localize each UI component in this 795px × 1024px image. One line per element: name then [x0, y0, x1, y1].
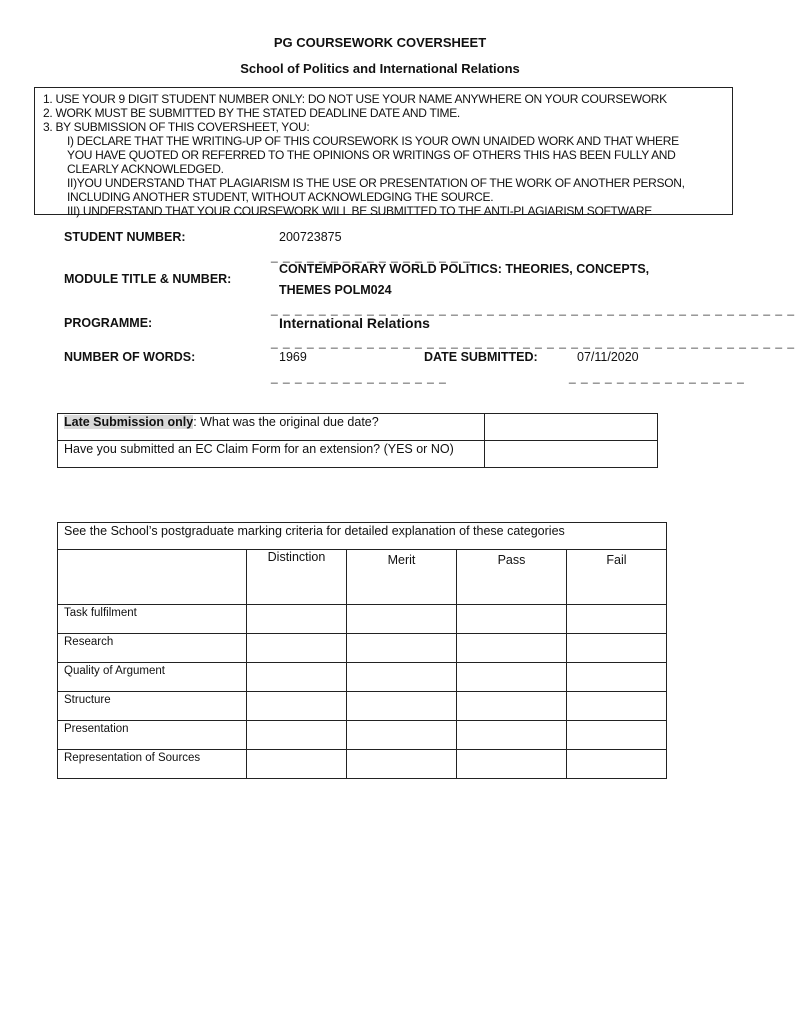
mark-cell[interactable]: [457, 605, 567, 634]
mark-cell[interactable]: [247, 634, 347, 663]
table-row: [58, 663, 667, 692]
marking-caption: See the School’s postgraduate marking criteria for detailed explanation of these categories: [58, 523, 667, 550]
declaration-1a: I) DECLARE THAT THE WRITING-UP OF THIS COURSEWORK IS YOUR OWN UNAIDED WORK AND THAT WHERE: [67, 134, 679, 148]
declaration-2a: II)YOU UNDERSTAND THAT PLAGIARISM IS THE USE OR PRESENTATION OF THE WORK OF ANOTHER PERSON,: [67, 176, 685, 190]
table-row: [58, 605, 667, 634]
table-row: [58, 523, 667, 550]
mark-cell[interactable]: [347, 605, 457, 634]
criterion-label: Quality of Argument: [58, 663, 247, 692]
mark-cell[interactable]: [457, 750, 567, 779]
late-submission-highlight: Late Submission only: [64, 415, 194, 429]
instruction-3: 3. BY SUBMISSION OF THIS COVERSHEET, YOU:: [43, 120, 310, 134]
late-question-cell: [58, 414, 485, 441]
declaration-2b: INCLUDING ANOTHER STUDENT, WITHOUT ACKNOWLEDGING THE SOURCE.: [67, 190, 494, 204]
table-row: [58, 750, 667, 779]
table-row: [58, 692, 667, 721]
module-label: MODULE TITLE & NUMBER:: [64, 272, 232, 286]
column-header: Merit: [347, 550, 457, 605]
page-title: PG COURSEWORK COVERSHEET: [273, 35, 487, 50]
mark-cell[interactable]: [247, 692, 347, 721]
mark-cell[interactable]: [247, 750, 347, 779]
mark-cell[interactable]: [247, 663, 347, 692]
late-question: : What was the original due date?: [193, 415, 379, 429]
words-underline: _ _ _ _ _ _ _ _ _ _ _ _ _ _ _: [271, 370, 447, 384]
column-header: Pass: [457, 550, 567, 605]
header-blank-cell: [58, 550, 247, 605]
criterion-label: Task fulfilment: [58, 605, 247, 634]
mark-cell[interactable]: [247, 605, 347, 634]
column-header: Distinction: [247, 550, 347, 605]
mark-cell[interactable]: [347, 692, 457, 721]
module-value-line1: CONTEMPORARY WORLD POLITICS: THEORIES, CONCEPTS,: [279, 262, 650, 276]
instruction-2: 2. WORK MUST BE SUBMITTED BY THE STATED DEADLINE DATE AND TIME.: [43, 106, 460, 120]
declaration-3a: III) UNDERSTAND THAT YOUR COURSEWORK WILL BE SUBMITTED TO THE ANTI-PLAGIARISM SOFTWARE: [67, 204, 652, 218]
mark-cell[interactable]: [457, 721, 567, 750]
instruction-1: 1. USE YOUR 9 DIGIT STUDENT NUMBER ONLY: DO NOT USE YOUR NAME ANYWHERE ON YOUR COURSEWORK: [43, 92, 667, 106]
ec-question: Have you submitted an EC Claim Form for an extension? (YES or NO): [58, 441, 485, 468]
module-value-line2: THEMES POLM024: [279, 283, 392, 297]
programme-label: PROGRAMME:: [64, 316, 153, 330]
original-due-date-field[interactable]: [485, 414, 658, 441]
criterion-label: Representation of Sources: [58, 750, 247, 779]
marking-criteria-table: [57, 522, 667, 779]
mark-cell[interactable]: [347, 750, 457, 779]
table-row: [58, 634, 667, 663]
criterion-label: Research: [58, 634, 247, 663]
mark-cell[interactable]: [567, 721, 667, 750]
date-value: 07/11/2020: [577, 350, 639, 364]
date-label: DATE SUBMITTED:: [424, 350, 538, 364]
table-row: [58, 721, 667, 750]
student-number-label: STUDENT NUMBER:: [64, 230, 186, 244]
table-header-row: [58, 550, 667, 605]
words-label: NUMBER OF WORDS:: [64, 350, 196, 364]
mark-cell[interactable]: [567, 663, 667, 692]
student-number-value: 200723875: [279, 230, 342, 244]
school-name: School of Politics and International Relations: [240, 61, 520, 76]
mark-cell[interactable]: [567, 605, 667, 634]
mark-cell[interactable]: [247, 721, 347, 750]
instructions-box: [34, 87, 733, 218]
mark-cell[interactable]: [567, 750, 667, 779]
declaration-1c: CLEARLY ACKNOWLEDGED.: [67, 162, 224, 176]
date-underline: _ _ _ _ _ _ _ _ _ _ _ _ _ _ _: [569, 370, 745, 384]
late-submission-table: [57, 413, 658, 468]
declaration-1b: YOU HAVE QUOTED OR REFERRED TO THE OPINIONS OR WRITINGS OF OTHERS THIS HAS BEEN FULLY AND: [67, 148, 676, 162]
mark-cell[interactable]: [567, 692, 667, 721]
column-header: Fail: [567, 550, 667, 605]
criterion-label: Presentation: [58, 721, 247, 750]
table-row: [58, 414, 658, 441]
criterion-label: Structure: [58, 692, 247, 721]
words-value: 1969: [279, 350, 307, 364]
mark-cell[interactable]: [567, 634, 667, 663]
mark-cell[interactable]: [347, 721, 457, 750]
student-number-underline: _ _ _ _ _ _ _ _ _ _ _ _ _ _ _ _ _: [271, 249, 471, 263]
mark-cell[interactable]: [347, 663, 457, 692]
module-underline: _ _ _ _ _ _ _ _ _ _ _ _ _ _ _ _ _ _ _ _ _ _ _ _ _ _ _ _ _ _ _ _ _ _ _ _ _ _ _ _ _ _ _ _: [271, 302, 795, 316]
programme-underline: _ _ _ _ _ _ _ _ _ _ _ _ _ _ _ _ _ _ _ _ _ _ _ _ _ _ _ _ _ _ _ _ _ _ _ _ _ _ _ _ _ _ _ _: [271, 335, 795, 349]
mark-cell[interactable]: [457, 692, 567, 721]
mark-cell[interactable]: [457, 663, 567, 692]
programme-value: International Relations: [279, 315, 430, 331]
mark-cell[interactable]: [347, 634, 457, 663]
table-row: [58, 441, 658, 468]
mark-cell[interactable]: [457, 634, 567, 663]
ec-claim-answer-field[interactable]: [485, 441, 658, 468]
